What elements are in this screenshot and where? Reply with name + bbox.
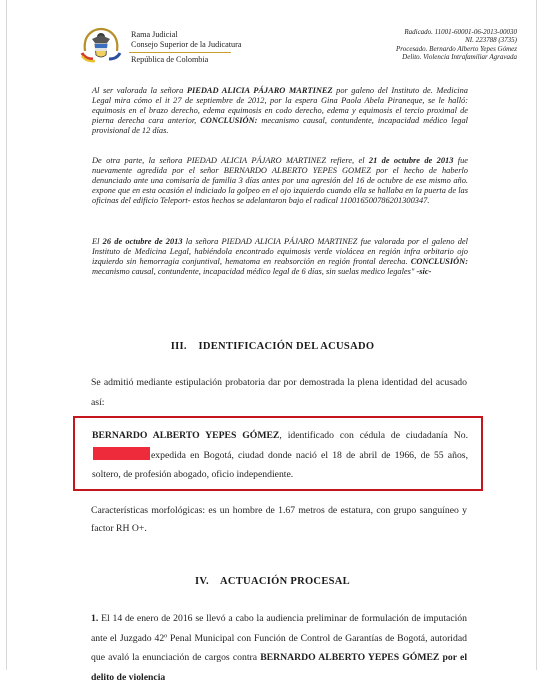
paragraph-procedure-1 [91,609,467,687]
quote3-text-b: la señora PIEDAD ALICIA PÁJARO MARTINEZ fue valorada por el galeno del Instituto de Medicina Legal, habiéndola encontrado equimosis verde violácea en región infra orbitario ojo izquierdo sin hemorragia conjuntival, hematoma en reabsorción en región frontal derecha. [92,237,468,267]
quote1-text-a: Al ser valorada la señora [92,86,187,95]
delito-label: Delito. Violencia Intrafamiliar Agravada [402,52,517,61]
ni-number: NI. 223788 (3735) [465,36,517,45]
quote1-victim-name: PIEDAD ALICIA PÁJARO MARTINEZ [186,86,333,95]
quote1-text-c: mecanismo causal, contundente, incapacidad médico legal provisional de 12 días. [92,116,468,136]
procedure-text-a: El 14 de enero de 2016 se llevó a cabo la audiencia preliminar de formulación de imputación ante el Juzgado 42º Penal Municipal con Función de Control de Garantías de Bogotá, autoridad que avaló la enunciación de cargos contra [91,613,467,663]
identity-text-a: , identificado con cédula de ciudadanía No. [279,430,468,441]
quote1-text-b: por galeno del Instituto de. Medicina Legal mira cómo el it 27 de septiembre de 2012, por la espera Gina Paola Abela Piraneque, se le halló: equimosis en el brazo derecho, edema equimosis en codo derecho, edema y equimosis el tercio proximal de pierna derecha cara anterior, [92,86,468,126]
section-heading-actuacion: IV. ACTUACIÓN PROCESAL [195,576,350,587]
procedure-text-b: BERNARDO ALBERTO YEPES GÓMEZ por el delito de violencia [91,652,468,683]
paragraph-morphology: Características morfológicas: es un hombre de 1.67 metros de estatura, con grupo sanguíneo y factor RH O+. [91,505,467,534]
quote2-text-a: De otra parte, la señora PIEDAD ALICIA PÁJARO MARTINEZ refiere, el [92,156,369,165]
procedure-number: 1. [91,613,99,624]
identity-text-b: expedida en Bogotá, ciudad donde nació el 18 de abril de 1966, de 55 años, soltero, de profesión abogado, oficio independiente. [92,449,468,480]
quote1-conclusion-label: CONCLUSIÓN: [200,116,258,126]
institution-line2: Consejo Superior de la Judicatura [131,40,242,49]
quote3-text-a: El [92,237,103,246]
quote3-text-c: mecanismo causal, contundente, incapacidad médico legal de 6 días, sin suelas medico legales" [92,267,415,277]
procesado-name: Procesado. Bernardo Alberto Yepes Gómez [396,44,517,53]
paragraph-stipulation: Se admitió mediante estipulación probatoria dar por demostrada la plena identidad del acusado así: [91,377,467,408]
quote3-sic: -sic- [414,267,432,277]
section-heading-identificacion: III. IDENTIFICACIÓN DEL ACUSADO [170,341,375,352]
quote3-conclusion-label: CONCLUSIÓN: [410,257,468,267]
republic-label: República de Colombia [131,55,209,64]
quote3-date: 26 de octubre de 2013 [102,237,183,246]
quote2-date: 21 de octubre de 2013 [368,156,454,165]
institution-line1: Rama Judicial [131,30,178,39]
quote2-text-b: fue nuevamente agredida por el señor BERNARDO ALBERTO YEPES GOMEZ por el hecho de haberlo denunciado ante una comisaría de familia 3 días antes por una agresión del 16 de octubre de ese mismo año. expone que en esta ocasión el indiciado la golpeo en el ojo izquierdo cuando ella se hallaba en la puerta de las oficinas del edificio Teleport- estos hechos se adelantaron bajo el radical 110016500786201300347. [92,156,468,206]
accused-name: BERNARDO ALBERTO YEPES GÓMEZ [92,430,280,441]
radicado-number: Radicado. 11001-60001-06-2013-00030 [404,28,517,36]
